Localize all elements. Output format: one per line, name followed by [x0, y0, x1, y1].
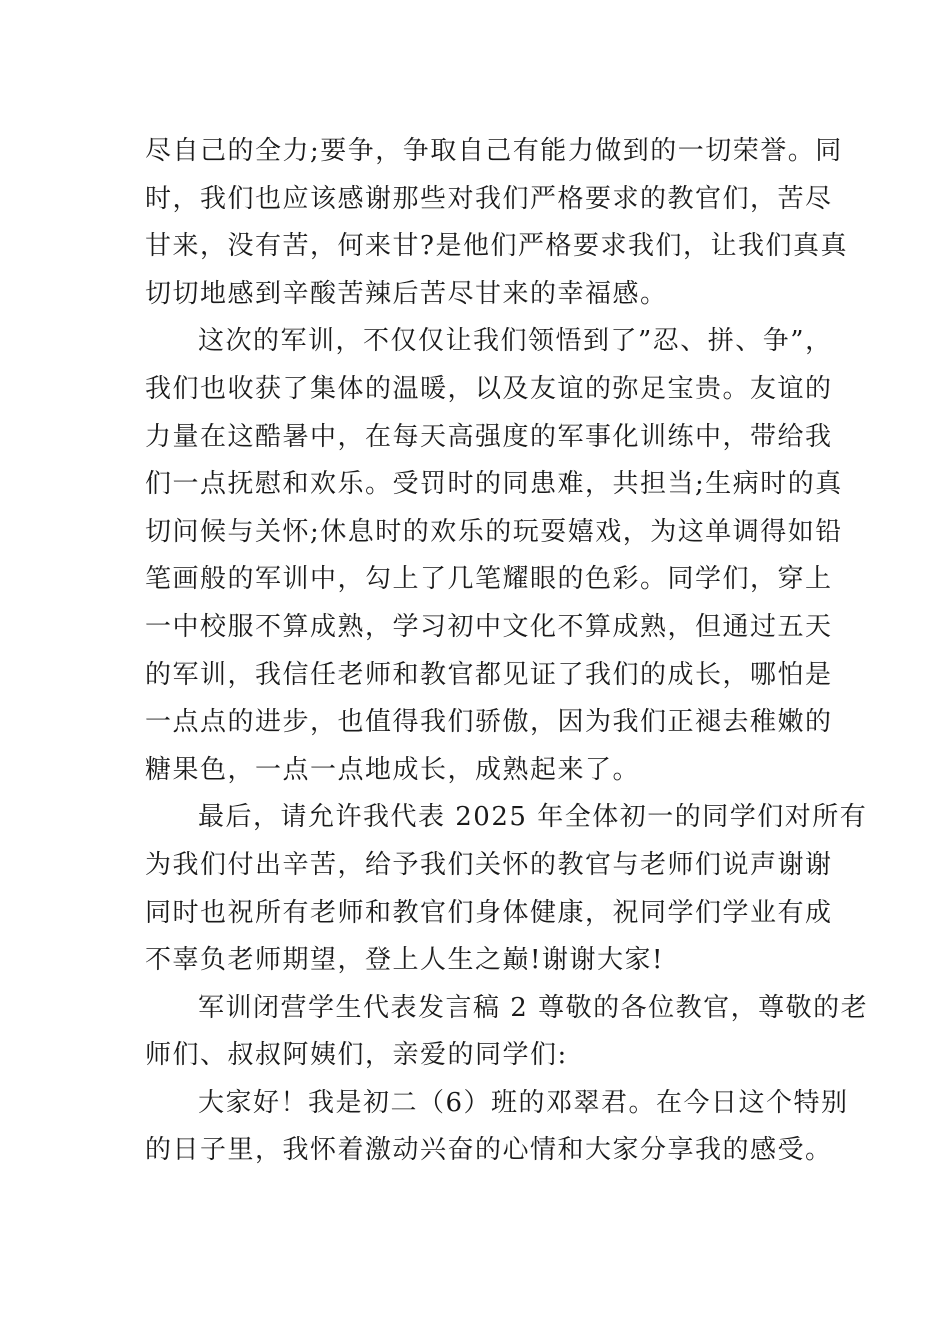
paragraph [145, 1080, 849, 1175]
text-line: 不辜负老师期望，登上人生之巅!谢谢大家! [145, 945, 664, 976]
text-line: 最后，请允许我代表 2025 年全体初一的同学们对所有 [198, 802, 868, 833]
text-line: 甘来，没有苦，何来甘?是他们严格要求我们，让我们真真 [145, 231, 848, 262]
text-line: 大家好！我是初二（6）班的邓翠君。在今日这个特别 [198, 1087, 849, 1118]
text-line: 的日子里，我怀着激动兴奋的心情和大家分享我的感受。 [145, 1135, 833, 1166]
text-line: 的军训，我信任老师和教官都见证了我们的成长，哪怕是 [145, 659, 833, 690]
text-line: 笔画般的军训中，勾上了几笔耀眼的色彩。同学们，穿上 [145, 564, 833, 595]
paragraph [145, 318, 843, 794]
text-line: 切切地感到辛酸苦辣后苦尽甘来的幸福感。 [145, 278, 668, 309]
text-line: 为我们付出辛苦，给予我们关怀的教官与老师们说声谢谢 [145, 849, 833, 880]
text-line: 时，我们也应该感谢那些对我们严格要求的教官们，苦尽 [145, 183, 833, 214]
text-line: 一中校服不算成熟，学习初中文化不算成熟，但通过五天 [145, 611, 833, 642]
paragraph [145, 128, 848, 318]
text-line: 一点点的进步，也值得我们骄傲，因为我们正褪去稚嫩的 [145, 707, 833, 738]
text-line: 们一点抚慰和欢乐。受罚时的同患难，共担当;生病时的真 [145, 469, 843, 500]
text-line: 力量在这酷暑中，在每天高强度的军事化训练中，带给我 [145, 421, 833, 452]
text-line: 尽自己的全力;要争，争取自己有能力做到的一切荣誉。同 [145, 136, 843, 166]
paragraph [145, 794, 868, 984]
text-line: 切问候与关怀;休息时的欢乐的玩耍嬉戏，为这单调得如铅 [145, 516, 843, 547]
paragraph [145, 985, 869, 1080]
text-line: 我们也收获了集体的温暖，以及友谊的弥足宝贵。友谊的 [145, 373, 833, 404]
text-line: 军训闭营学生代表发言稿 2 尊敬的各位教官，尊敬的老 [198, 992, 869, 1023]
text-line: 师们、叔叔阿姨们，亲爱的同学们: [145, 1040, 568, 1071]
text-line: 这次的军训，不仅仅让我们领悟到了”忍、拼、争”， [198, 326, 833, 357]
text-line: 同时也祝所有老师和教官们身体健康，祝同学们学业有成 [145, 897, 833, 928]
text-line: 糖果色，一点一点地成长，成熟起来了。 [145, 754, 641, 785]
document-body [145, 128, 869, 1175]
